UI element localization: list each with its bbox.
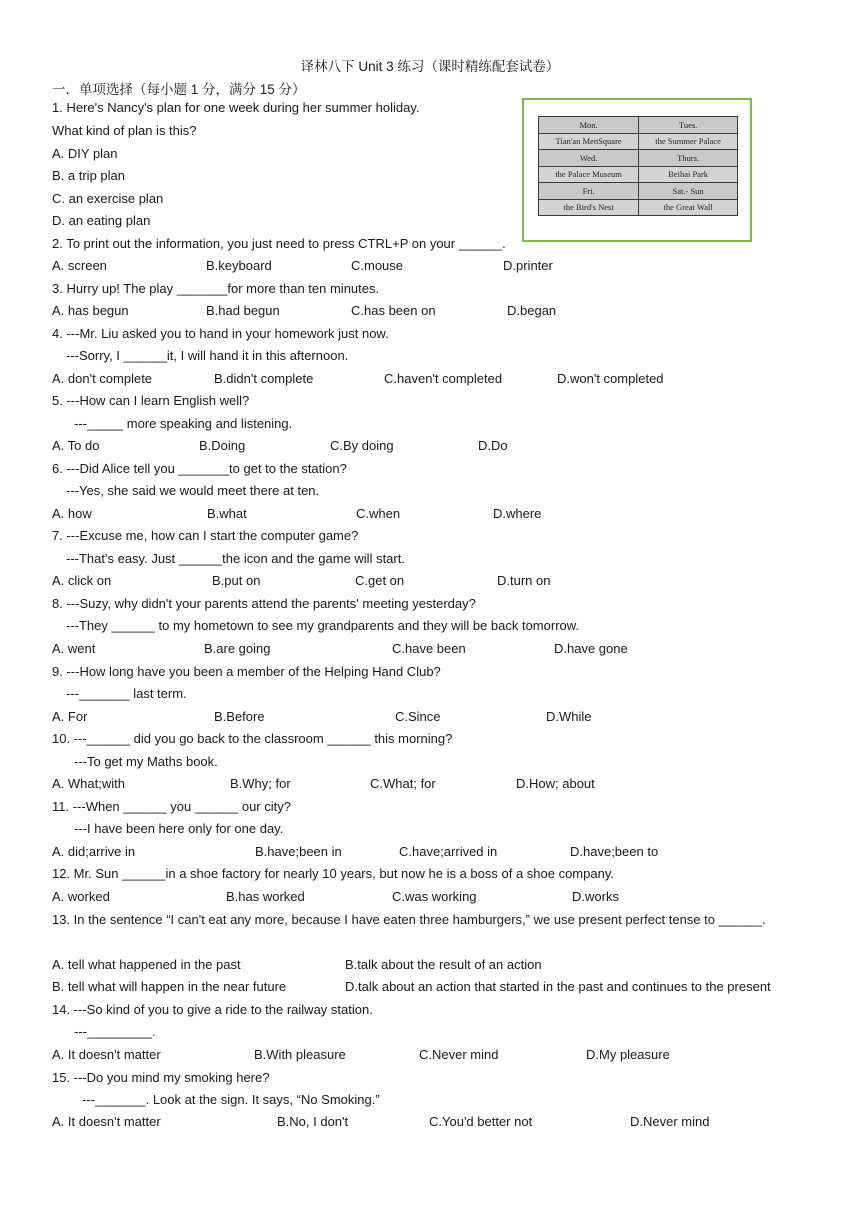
question-1-option-c: C. an exercise plan [52, 191, 164, 206]
option-a: A. tell what happened in the past [52, 957, 241, 972]
option-c: C.By doing [330, 438, 394, 453]
option-b: B.what [207, 506, 247, 521]
option-d: D.My pleasure [586, 1047, 670, 1062]
option-a: A. worked [52, 889, 110, 904]
option-a: A. To do [52, 438, 100, 453]
plan-table [538, 116, 738, 216]
option-c: C.mouse [351, 258, 404, 273]
plan-cell: Tues. [639, 117, 738, 134]
question-10-stem-2: ---To get my Maths book. [74, 754, 218, 769]
option-a: A. don't complete [52, 371, 153, 386]
option-c: C.haven't completed [384, 371, 503, 386]
plan-cell: Tian'an MenSquare [539, 133, 639, 150]
plan-cell: the Summer Palace [639, 133, 738, 150]
question-3-stem: 3. Hurry up! The play _______for more than ten minutes. [52, 281, 380, 296]
option-c: C.What; for [370, 776, 436, 791]
question-7-stem-2: ---That's easy. Just ______the icon and the game will start. [66, 551, 405, 566]
option-b: B.didn't complete [214, 371, 314, 386]
option-c: C.You'd better not [429, 1114, 533, 1129]
plan-cell: the Bird's Nest [539, 199, 639, 216]
question-4-stem-2: ---Sorry, I ______it, I will hand it in this afternoon. [66, 348, 349, 363]
worksheet-title: 译林八下 Unit 3 练习（课时精练配套试卷） [300, 59, 560, 74]
question-4-stem: 4. ---Mr. Liu asked you to hand in your homework just now. [52, 326, 389, 341]
option-b: B.had begun [206, 303, 280, 318]
question-5-stem-2: ---_____ more speaking and listening. [74, 416, 293, 431]
option-c: C.have;arrived in [399, 844, 498, 859]
option-a: A. has begun [52, 303, 129, 318]
question-1-option-d: D. an eating plan [52, 213, 151, 228]
option-b: B.Before [214, 709, 265, 724]
question-12-stem: 12. Mr. Sun ______in a shoe factory for nearly 10 years, but now he is a boss of a shoe company. [52, 866, 614, 881]
option-a: A. What;with [52, 776, 125, 791]
option-a: A. It doesn't matter [52, 1047, 161, 1062]
option-b-alt: B. tell what will happen in the near future [52, 979, 287, 994]
question-11-stem: 11. ---When ______ you ______ our city? [52, 799, 291, 814]
question-5-stem: 5. ---How can I learn English well? [52, 393, 250, 408]
plan-cell: the Great Wall [639, 199, 738, 216]
question-10-stem: 10. ---______ did you go back to the classroom ______ this morning? [52, 731, 453, 746]
question-2-stem: 2. To print out the information, you just need to press CTRL+P on your ______. [52, 236, 506, 251]
question-9-stem: 9. ---How long have you been a member of the Helping Hand Club? [52, 664, 441, 679]
section-heading: 一．单项选择（每小题 1 分，满分 15 分） [52, 82, 306, 97]
question-13-stem: 13. In the sentence “I can't eat any more, because I have eaten three hamburgers,” we use present perfect tense to ______. [52, 912, 766, 927]
plan-cell: Fri. [539, 183, 639, 200]
option-b: B.talk about the result of an action [345, 957, 542, 972]
option-b: B.No, I don't [277, 1114, 349, 1129]
plan-cell: Mon. [539, 117, 639, 134]
option-a: A. screen [52, 258, 107, 273]
plan-cell: Wed. [539, 150, 639, 167]
option-b: B.has worked [226, 889, 305, 904]
option-d: D.where [493, 506, 542, 521]
option-d: D.have;been to [570, 844, 659, 859]
option-d: D.works [572, 889, 619, 904]
plan-cell: Thurs. [639, 150, 738, 167]
option-c: C.was working [392, 889, 477, 904]
option-c: C.get on [355, 573, 405, 588]
option-c: C.Never mind [419, 1047, 499, 1062]
option-b: B.have;been in [255, 844, 342, 859]
option-a: A. click on [52, 573, 112, 588]
question-1-stem: 1. Here's Nancy's plan for one week during her summer holiday. [52, 100, 420, 115]
option-a: A. how [52, 506, 92, 521]
option-d: D.have gone [554, 641, 628, 656]
option-a: A. It doesn't matter [52, 1114, 161, 1129]
question-1-option-a: A. DIY plan [52, 146, 118, 161]
question-8-stem-2: ---They ______ to my hometown to see my grandparents and they will be back tomorrow. [66, 618, 580, 633]
question-14-stem-2: ---_________. [74, 1024, 156, 1039]
plan-cell: the Palace Museum [539, 166, 639, 183]
question-1-stem-2: What kind of plan is this? [52, 123, 197, 138]
option-b: B.are going [204, 641, 271, 656]
option-b: B.put on [212, 573, 261, 588]
plan-table-image [522, 98, 752, 242]
option-d: D.talk about an action that started in the past and continues to the present [345, 979, 771, 994]
option-d: D.Never mind [630, 1114, 710, 1129]
option-a: A. went [52, 641, 96, 656]
plan-cell: Sat.- Sun [639, 183, 738, 200]
question-6-stem: 6. ---Did Alice tell you _______to get to the station? [52, 461, 347, 476]
option-a: A. did;arrive in [52, 844, 136, 859]
question-14-stem: 14. ---So kind of you to give a ride to the railway station. [52, 1002, 373, 1017]
question-1-option-b: B. a trip plan [52, 168, 125, 183]
option-b: B.With pleasure [254, 1047, 346, 1062]
option-a: A. For [52, 709, 88, 724]
option-c: C.has been on [351, 303, 436, 318]
question-8-stem: 8. ---Suzy, why didn't your parents attend the parents' meeting yesterday? [52, 596, 476, 611]
option-c: C.Since [395, 709, 441, 724]
option-c: C.when [356, 506, 401, 521]
question-7-stem: 7. ---Excuse me, how can I start the computer game? [52, 528, 359, 543]
question-6-stem-2: ---Yes, she said we would meet there at ten. [66, 483, 320, 498]
option-b: B.Why; for [230, 776, 291, 791]
option-d: D.While [546, 709, 592, 724]
option-d: D.Do [478, 438, 508, 453]
option-d: D.printer [503, 258, 553, 273]
option-d: D.How; about [516, 776, 595, 791]
plan-cell: Beihai Park [639, 166, 738, 183]
option-b: B.Doing [199, 438, 246, 453]
question-15-stem: 15. ---Do you mind my smoking here? [52, 1070, 270, 1085]
question-9-stem-2: ---_______ last term. [66, 686, 187, 701]
question-15-stem-2: ---_______. Look at the sign. It says, “No Smoking.” [82, 1092, 380, 1107]
option-b: B.keyboard [206, 258, 272, 273]
question-11-stem-2: ---I have been here only for one day. [74, 821, 284, 836]
option-d: D.began [507, 303, 557, 318]
option-d: D.turn on [497, 573, 551, 588]
option-d: D.won't completed [557, 371, 664, 386]
option-c: C.have been [392, 641, 466, 656]
